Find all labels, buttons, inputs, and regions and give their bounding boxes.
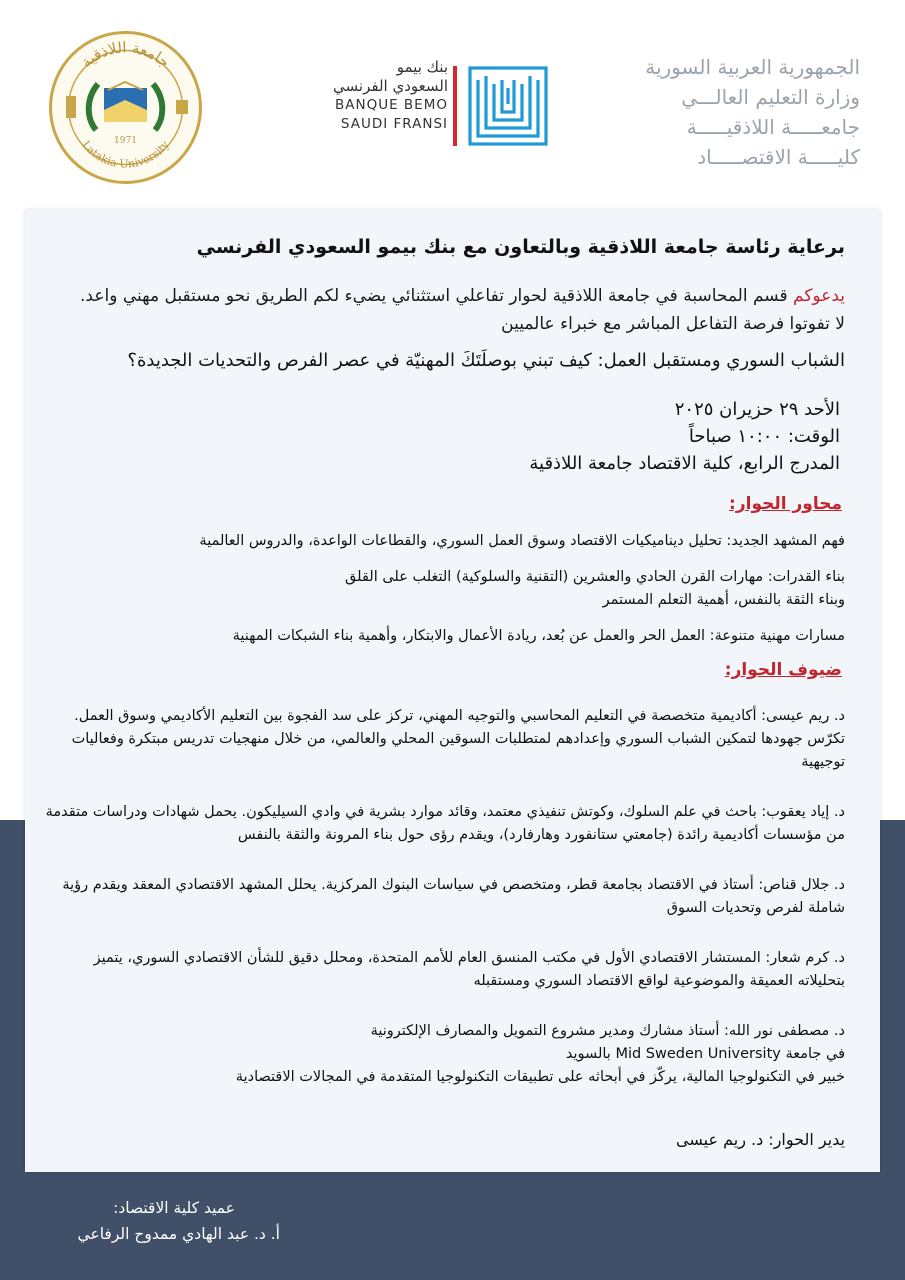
guests-list [45,705,845,1116]
bank-divider [453,66,457,146]
svg-text:جامعة اللاذقية: جامعة اللاذقية [77,38,174,72]
gov-line: جامعـــــة اللاذقيـــــة [686,115,860,139]
moderator-line: يدير الحوار: د. ريم عيسى [676,1130,845,1149]
invitation-text [65,282,845,338]
dean-signature [60,1195,280,1247]
event-date: الأحد ٢٩ حزيران ٢٠٢٥ [674,399,840,420]
ministry-heading [600,52,860,172]
guest-bio: د. جلال قناص: أستاذ في الاقتصاد بجامعة قطر، ومتخصص في سياسات البنوك المركزية. يحلل المشهد الاقتصادي المعقد ويقدم رؤية شاملة لفرص وتحديات السوق [62,877,845,916]
axis-item: بناء القدرات: مهارات القرن الحادي والعشرين (التقنية والسلوكية) التغلب على القلق وبناء الثقة بالنفس، أهمية التعلم المستمر [345,569,845,608]
dean-name: أ. د. عبد الهادي ممدوح الرفاعي [77,1225,280,1243]
event-venue: المدرج الرابع، كلية الاقتصاد جامعة اللاذقية [529,453,840,474]
invitation-card [25,210,880,1172]
bank-name-ar-2: السعودي الفرنسي [333,77,448,95]
header [0,0,905,210]
axis-item: فهم المشهد الجديد: تحليل ديناميكيات الاقتصاد وسوق العمل السوري، والقطاعات الواعدة، والدروس العالمية [199,533,845,549]
dialogue-topic: الشباب السوري ومستقبل العمل: كيف تبني بوصلَتَكَ المهنيّة في عصر الفرص والتحديات الجديدة؟ [127,350,845,371]
gov-line: الجمهورية العربية السورية [645,55,860,79]
gov-line: كليـــــة الاقتصـــــاد [697,145,860,169]
axes-heading: محاور الحوار: [729,494,842,514]
sponsor-line: برعاية رئاسة جامعة اللاذقية وبالتعاون مع بنك بيمو السعودي الفرنسي [196,236,845,258]
guests-heading: ضيوف الحوار: [724,660,842,680]
axes-list [45,530,845,661]
bank-name-en-1: BANQUE BEMO [335,97,448,113]
axis-item: مسارات مهنية متنوعة: العمل الحر والعمل عن بُعد، ريادة الأعمال والابتكار، وأهمية بناء الشبكات المهنية [232,628,845,644]
svg-text:Latakia University: Latakia University [79,138,172,171]
university-seal-icon [48,30,203,185]
invite-body: قسم المحاسبة في جامعة اللاذقية لحوار تفاعلي استثنائي يضيء لكم الطريق نحو مستقبل مهني واعد. لا تفوتوا فرصة التفاعل المباشر مع خبراء عالميين [80,286,845,334]
card-content [25,210,880,1172]
bank-name [300,58,448,134]
guest-bio: د. مصطفى نور الله: أستاذ مشارك ومدير مشروع التمويل والمصارف الإلكترونية في جامعة Mid Sweden University بالسويد خبير في التكنولوجيا المالية، يركّز في أبحاثه على تطبيقات التكنولوجيا المتقدمة في المجالات الاقتصادية [235,1023,845,1085]
bank-name-ar-1: بنك بيمو [396,58,448,76]
event-time: الوقت: ١٠:٠٠ صباحاً [688,426,840,447]
svg-text:1971: 1971 [114,136,137,146]
guest-bio: د. كرم شعار: المستشار الاقتصادي الأول في مكتب المنسق العام للأمم المتحدة، ومحلل دقيق للشأن الاقتصادي السوري، يتميز بتحليلاته العميقة والموضوعية لواقع الاقتصاد السوري ومستقبله [93,950,845,989]
bank-logo-icon [468,66,548,146]
bank-name-en-2: SAUDI FRANSI [340,116,448,132]
gov-line: وزارة التعليم العالـــي [681,85,860,109]
event-details [529,396,840,477]
guest-bio: د. ريم عيسى: أكاديمية متخصصة في التعليم المحاسبي والتوجيه المهني، تركز على سد الفجوة بين التعليم الأكاديمي وسوق العمل. تكرّس جهودها لتمكين الشباب السوري وإعدادهم لمتطلبات السوقين المحلي والعالمي، من خلال منهجيات تدريس مبتكرة وفعاليات توجيهية [71,708,845,770]
guest-bio: د. إياد يعقوب: باحث في علم السلوك، وكوتش تنفيذي معتمد، وقائد موارد بشرية في وادي السيليكون. يحمل شهادات ودراسات متقدمة من مؤسسات أكاديمية رائدة (جامعتي ستانفورد وهارفارد)، ويقدم رؤى حول بناء المرونة والثقة بالنفس [45,804,845,843]
invite-highlight: يدعوكم [793,286,845,306]
dean-title: عميد كلية الاقتصاد: [113,1199,235,1217]
